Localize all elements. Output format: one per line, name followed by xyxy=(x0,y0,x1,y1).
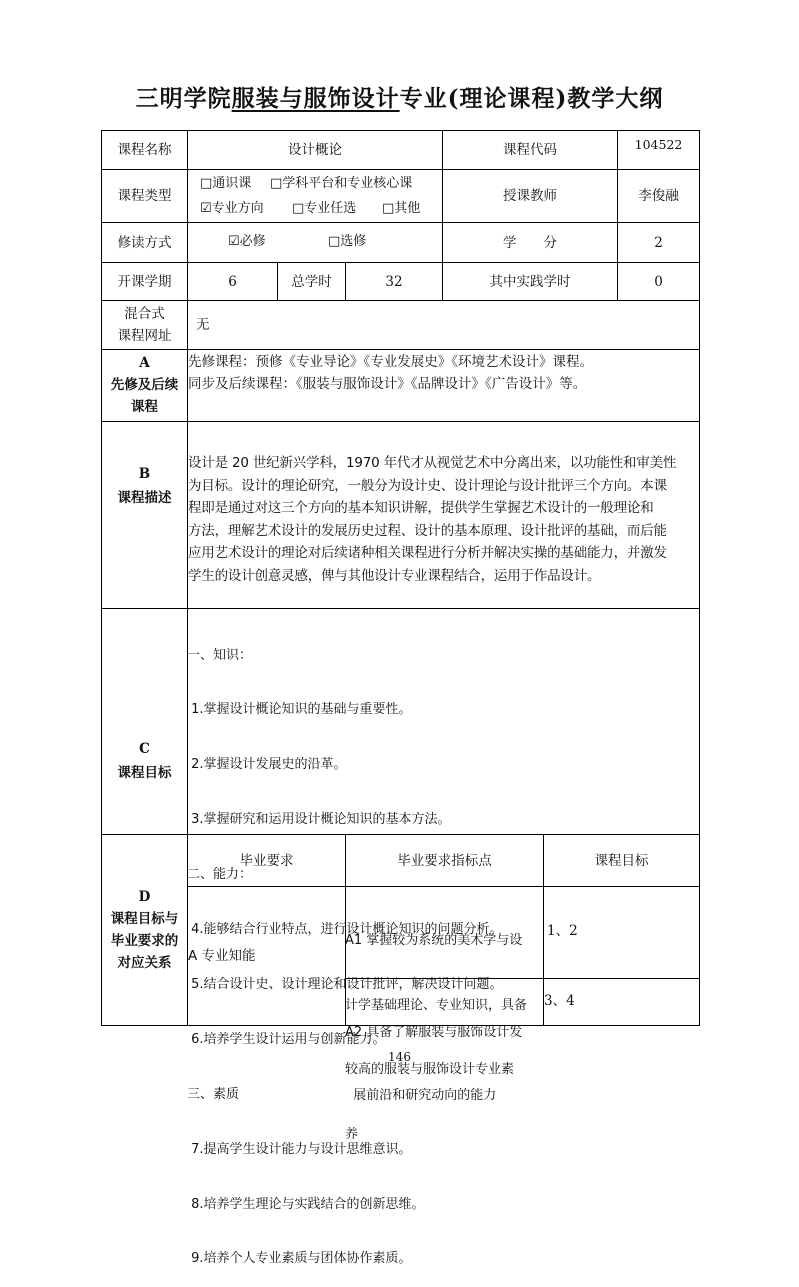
total-hours-value: 32 xyxy=(385,273,403,290)
section-a-label: A 先修及后续 课程 xyxy=(110,355,179,415)
study-mode-label: 修读方式 xyxy=(117,234,172,251)
course-code-label: 课程代码 xyxy=(503,142,557,158)
header-course-goal: 课程目标 xyxy=(594,852,649,869)
document-title: 三明学院服装与服饰设计专业(理论课程)教学大纲 xyxy=(135,85,664,112)
goal-heading-quality: 三、素质 xyxy=(187,1086,240,1102)
section-b-label: B 课程描述 xyxy=(117,466,172,506)
type-option-elective: □专业任选 xyxy=(292,201,357,216)
teacher-label: 授课教师 xyxy=(503,188,557,204)
course-url-value: 无 xyxy=(196,317,210,333)
goal-item: 8.培养学生理论与实践结合的创新思维。 xyxy=(187,1196,425,1212)
indicator-a1: A1 掌握较为系统的美术学与设 计学基础理论、专业知识，具备 较高的服装与服饰设计专业素 养 xyxy=(345,933,528,1142)
term-value: 6 xyxy=(228,273,237,290)
type-option-platform: □学科平台和专业核心课 xyxy=(270,176,413,191)
goal-heading-ability: 二、能力： xyxy=(187,867,253,883)
section-d-label: D 课程目标与 毕业要求的 对应关系 xyxy=(110,889,179,971)
major-name: 服装与服饰设计 xyxy=(231,85,400,112)
goal-item: 6.培养学生设计运用与创新能力。 xyxy=(187,1031,386,1047)
practice-hours-label: 其中实践学时 xyxy=(489,273,571,290)
header-indicator-point: 毕业要求指标点 xyxy=(397,852,492,869)
course-name-label: 课程名称 xyxy=(117,142,172,158)
requirement-professional-skills: A 专业知能 xyxy=(188,948,256,964)
type-option-direction: ☑专业方向 xyxy=(200,201,264,216)
credit-label: 学 分 xyxy=(503,234,557,251)
prerequisite-courses: 先修课程：预修《专业导论》《专业发展史》《环境艺术设计》课程。 xyxy=(188,354,593,370)
practice-hours-value: 0 xyxy=(654,273,663,290)
total-hours-label: 总学时 xyxy=(291,273,332,290)
term-label: 开课学期 xyxy=(117,273,172,290)
subsequent-courses: 同步及后续课程：《服装与服饰设计》《品牌设计》《广告设计》等。 xyxy=(188,376,587,392)
course-code-value: 104522 xyxy=(634,137,683,152)
goal-heading-knowledge: 一、知识： xyxy=(187,647,253,663)
page-number: 146 xyxy=(388,1050,411,1064)
course-url-label: 混合式 课程网址 xyxy=(117,306,172,344)
goal-item: 7.提高学生设计能力与设计思维意识。 xyxy=(187,1141,412,1157)
credit-value: 2 xyxy=(654,234,663,251)
indicator-a2-goals: 3、4 xyxy=(544,993,575,1009)
type-option-general: □通识课 xyxy=(200,176,252,191)
type-option-other: □其他 xyxy=(382,201,421,216)
goal-item: 1.掌握设计概论知识的基础与重要性。 xyxy=(187,702,412,718)
goal-item: 4.能够结合行业特点，进行设计概论知识的问题分析。 xyxy=(187,922,503,938)
course-type-label: 课程类型 xyxy=(117,188,172,204)
study-option-optional: □选修 xyxy=(328,234,367,249)
goal-item: 2.掌握设计发展史的沿革。 xyxy=(187,757,347,773)
course-name-value: 设计概论 xyxy=(288,142,342,158)
goal-item: 5.结合设计史、设计理论和设计批评，解决设计问题。 xyxy=(187,976,503,992)
study-option-required: ☑必修 xyxy=(228,234,266,249)
section-b-description: 设计是 20 世纪新兴学科，1970 年代才从视觉艺术中分离出来，以功能性和审美性 为目标。设计的理论研究，一般分为设计史、设计理论与设计批评三个方向。本课 程即是通过对这三个方向的基本知识讲解，提供学生掌握艺术设计的一般理论和 方法，理解艺术设计的发展历史过程、设计的基本原理、设计批评的基础，而后能 应用艺术设计的理论对后续诸种相关课程进行分析并解决实操的基础能力，并激发 学生的设计创意灵感，俾与其他设计专业课程结合，运用于作品设计。 xyxy=(188,455,677,584)
goal-item: 3.掌握研究和运用设计概论知识的基本方法。 xyxy=(187,812,451,828)
section-a-content xyxy=(186,351,698,399)
section-c-label: C 课程目标 xyxy=(117,741,172,781)
teacher-value: 李俊融 xyxy=(638,188,679,204)
goal-item: 9.培养个人专业素质与团体协作素质。 xyxy=(187,1251,412,1267)
indicator-a1-goals: 1、2 xyxy=(547,923,578,939)
header-graduation-requirement: 毕业要求 xyxy=(239,852,294,869)
indicator-a2: A2 具备了解服装与服饰设计发 展前沿和研究动向的能力 xyxy=(345,1025,523,1103)
